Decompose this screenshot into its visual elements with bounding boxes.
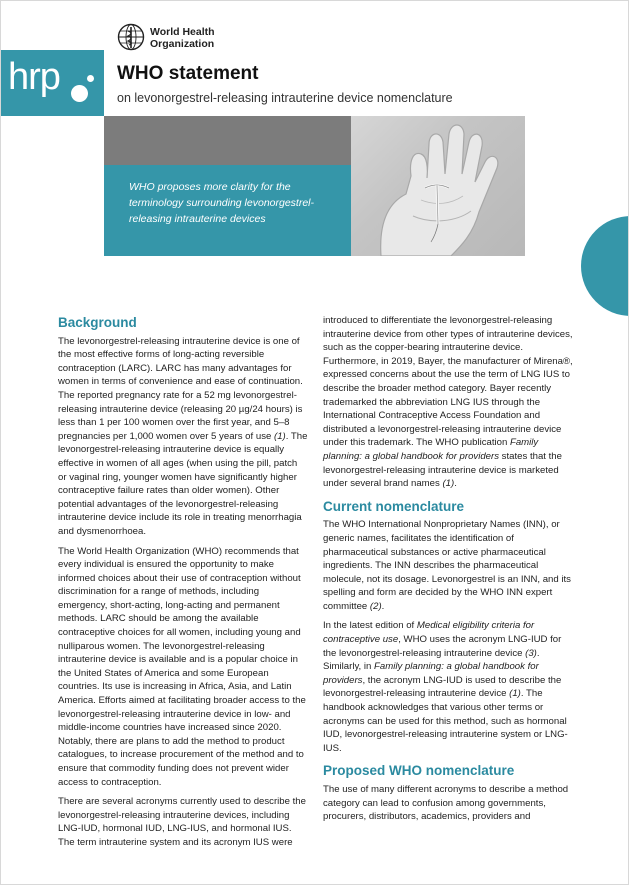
hero-photo-hand-with-iud: [351, 116, 525, 256]
hrp-logo: [1, 50, 104, 116]
background-paragraph-1: The levonorgestrel-releasing intrauterine device is one of the most effective forms of long-acting reversible contraception (LARC). LARC has many advantages for women in terms of convenience and ease of continuation. The reported pregnancy rate for a 52 mg levonorgestrel-releasing intrauterine device (releasing 20 µg/24 hours) is less than 1 per 100 women over the first year, and 5–8 pregnancies per 1,000 women over 5 years of use (1). The levonorgestrel-releasing intrauterine device is equally effective in women of all ages (when using the pill, patch or vaginal ring, younger women have significantly higher contraceptive failure rates than older women). Other potential advantages of the levonorgestrel-releasing intrauterine device include its role in treating menorrhagia and dysmenorrhoea.: [58, 335, 308, 537]
hand-iud-illustration: [351, 116, 525, 256]
who-emblem-icon: [117, 23, 145, 51]
background-paragraph-2: The World Health Organization (WHO) recommends that every individual is ensured the opportunity to make informed choices about their use of contraception without discrimination for a range of methods, including emergency, short-acting, long-acting and permanent methods. LARC should be among the available contraceptive choices for all women, including young and nulliparous women. The levonorgestrel-releasing intrauterine device is available and is a popular choice in the United States of America and some European countries. Its use is increasing in Africa, Asia, and Latin America. Efforts aimed at facilitating broader access to the levonorgestrel-releasing intrauterine device in low- and middle-income countries have increased since 2020. Notably, there are plans to add the method to product catalogues, to increase procurement of the method and to ensure that commodity funding does not prevent wider access to contraception.: [58, 545, 306, 788]
current-paragraph-1: The WHO International Nonproprietary Names (INN), or generic names, facilitates the identification of pharmaceutical substances or active pharmaceutical ingredients. The INN describes the pharmaceutical molecule, not its dosage. Levonorgestrel is an INN, and its spelling and form are decided by the WHO INN expert committee (2).: [323, 519, 571, 612]
background-paragraph-3: There are several acronyms currently used to describe the levonorgestrel-releasing intrauterine devices, including LNG-IUD, hormonal IUD, LNG-IUS, and hormonal IUS. The term intrauterine system and its acronym IUS were: [58, 796, 306, 848]
current-nomenclature-heading: Current nomenclature: [323, 498, 465, 514]
right-column: [323, 314, 573, 830]
hrp-dot-small-icon: [87, 75, 94, 82]
hrp-logo-text: hrp: [8, 56, 60, 98]
page-title: WHO statement: [117, 63, 259, 84]
current-paragraph-2: In the latest edition of Medical eligibility criteria for contraceptive use, WHO uses the acronym LNG-IUD for the levonorgestrel-releasing intrauterine device (3). Similarly, in Family planning: a global handbook for providers, the acronym LNG-IUD is used to describe the levonorgestrel-releasing intrauterine device (1). The handbook acknowledges that various other terms or acronyms can be used for this method, such as hormonal IUD, levonorgestrel-releasing intrauterine system or LNG-IUS.: [323, 620, 568, 754]
left-column: [58, 316, 308, 856]
background-heading: Background: [58, 315, 137, 330]
background-paragraph-4: introduced to differentiate the levonorgestrel-releasing intrauterine device from other types of intrauterine devices, such as the copper-bearing intrauterine device. Furthermore, in 2019, Bayer, the manufacturer of Mirena®, expressed concerns about the use the term of LNG IUS to describe the broader method category. Bayer recently trademarked the abbreviation LNG IUS through the International Contraceptive Access Foundation and distributed a levonorgestrel-releasing intrauterine device under this trademark. The WHO publication Family planning: a global handbook for providers states that the levonorgestrel-releasing intrauterine device is marketed under several brand names (1).: [323, 315, 573, 490]
hero-gray-band: [104, 116, 351, 165]
who-logo: [117, 23, 227, 53]
hero-caption: WHO proposes more clarity for the terminology surrounding levonorgestrel-releasing intrauterine devices: [129, 181, 315, 225]
hrp-dot-large-icon: [71, 85, 88, 102]
decorative-teal-circle: [581, 216, 629, 316]
proposed-nomenclature-heading: Proposed WHO nomenclature: [323, 763, 515, 779]
page-subtitle: on levonorgestrel-releasing intrauterine device nomenclature: [117, 91, 453, 105]
proposed-paragraph-1: The use of many different acronyms to describe a method category can lead to confusion among governments, procurers, distributors, academics, providers and: [323, 784, 569, 823]
who-org-name: World Health Organization: [150, 26, 215, 50]
